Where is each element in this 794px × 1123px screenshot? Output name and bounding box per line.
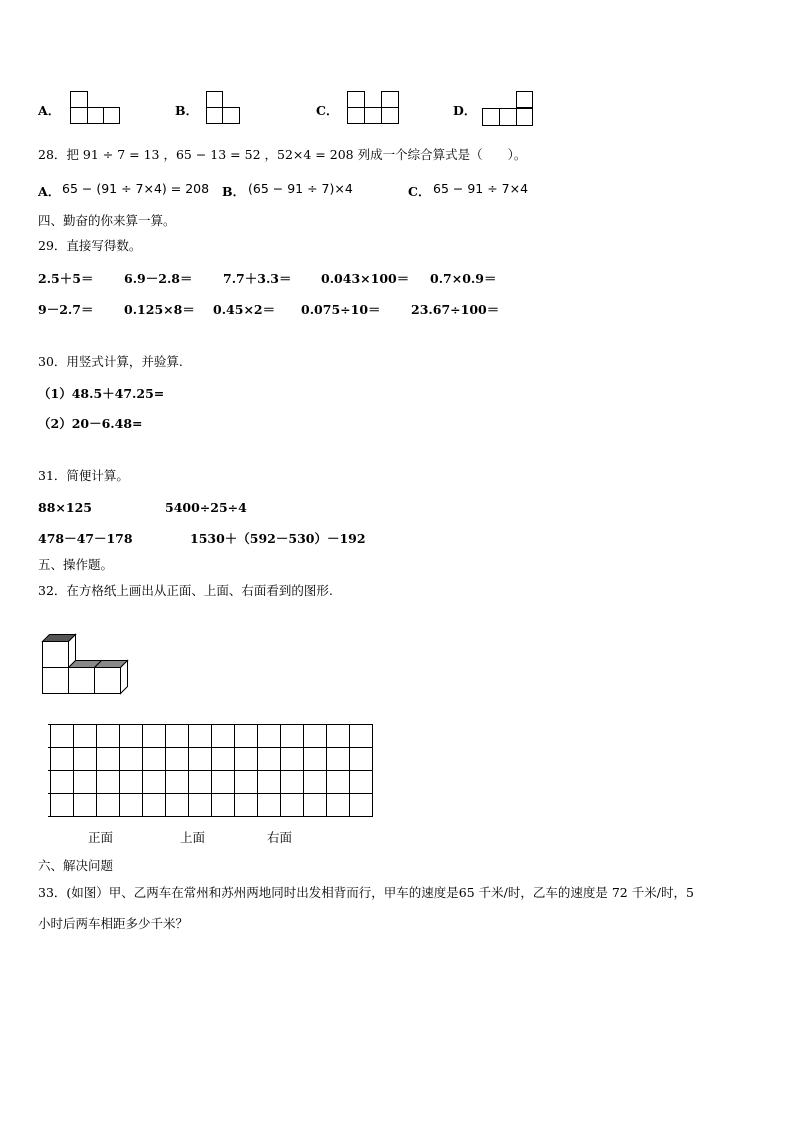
section-5-heading: 五、操作题。 (38, 557, 114, 572)
q29-row1-item: 0.7×0.9＝ (430, 271, 497, 286)
q30-item-1: （1）48.5＋47.25= (38, 386, 165, 401)
q27-option-a-figure (70, 91, 122, 125)
q27-option-c-figure (347, 91, 401, 125)
q29-row1-item: 0.043×100＝ (321, 271, 410, 286)
q31-expression: 1530＋（592－530）－192 (190, 531, 366, 546)
q28-option-b-expression: (65 − 91 ÷ 7)×4 (248, 181, 353, 196)
q32-label-front: 正面 (88, 830, 114, 845)
q29-row1-item: 6.9－2.8＝ (124, 271, 193, 286)
q31-expression: 88×125 (38, 500, 92, 515)
q28-option-b-letter[interactable]: B． (222, 184, 246, 199)
q28-option-a-letter[interactable]: A． (38, 184, 61, 199)
q29-row1-item: 2.5＋5＝ (38, 271, 94, 286)
q30-item-2: （2）20－6.48= (38, 416, 143, 431)
q29-row2-item: 0.45×2＝ (213, 302, 276, 317)
q27-option-c-letter[interactable]: C． (316, 103, 339, 118)
q27-option-b-figure (206, 91, 242, 125)
q32-label-top: 上面 (180, 830, 206, 845)
q29-row2-item: 9－2.7＝ (38, 302, 94, 317)
q33-line-1: 33．(如图）甲、乙两车在常州和苏州两地同时出发相背而行，甲车的速度是65 千米/时，乙车的速度是 72 千米/时，5 (38, 885, 694, 900)
section-4-heading: 四、勤奋的你来算一算。 (38, 213, 176, 228)
q32-stem: 32．在方格纸上画出从正面、上面、右面看到的图形. (38, 583, 333, 598)
q32-label-right: 右面 (267, 830, 293, 845)
q28-option-a-expression: 65 − (91 ÷ 7×4) = 208 (62, 181, 210, 196)
q28-option-c-letter[interactable]: C． (408, 184, 431, 199)
q29-row2-item: 23.67÷100＝ (411, 302, 500, 317)
q29-row2-item: 0.125×8＝ (124, 302, 195, 317)
q32-cube-figure (40, 632, 132, 696)
q31-expression: 478－47－178 (38, 531, 133, 546)
q32-grid-paper (48, 724, 378, 818)
q29-stem: 29．直接写得数。 (38, 238, 142, 253)
q28-option-c-expression: 65 − 91 ÷ 7×4 (433, 181, 529, 196)
q29-row2-item: 0.075÷10＝ (301, 302, 381, 317)
section-6-heading: 六、解决问题 (38, 858, 114, 873)
q29-row1-item: 7.7＋3.3＝ (223, 271, 292, 286)
q27-option-d-letter[interactable]: D． (453, 103, 477, 118)
q27-option-d-figure (482, 91, 536, 127)
q31-expression: 5400÷25÷4 (165, 500, 247, 515)
q30-stem: 30．用竖式计算，并验算. (38, 354, 183, 369)
q31-stem: 31．简便计算。 (38, 468, 129, 483)
q28-stem: 28．把 91 ÷ 7 = 13 ，65 − 13 = 52 ，52×4 = 208 列成一个综合算式是（ ）。 (38, 147, 527, 162)
q27-option-b-letter[interactable]: B． (175, 103, 199, 118)
q27-option-a-letter[interactable]: A． (38, 103, 61, 118)
q33-line-2: 小时后两车相距多少千米？ (38, 916, 189, 931)
